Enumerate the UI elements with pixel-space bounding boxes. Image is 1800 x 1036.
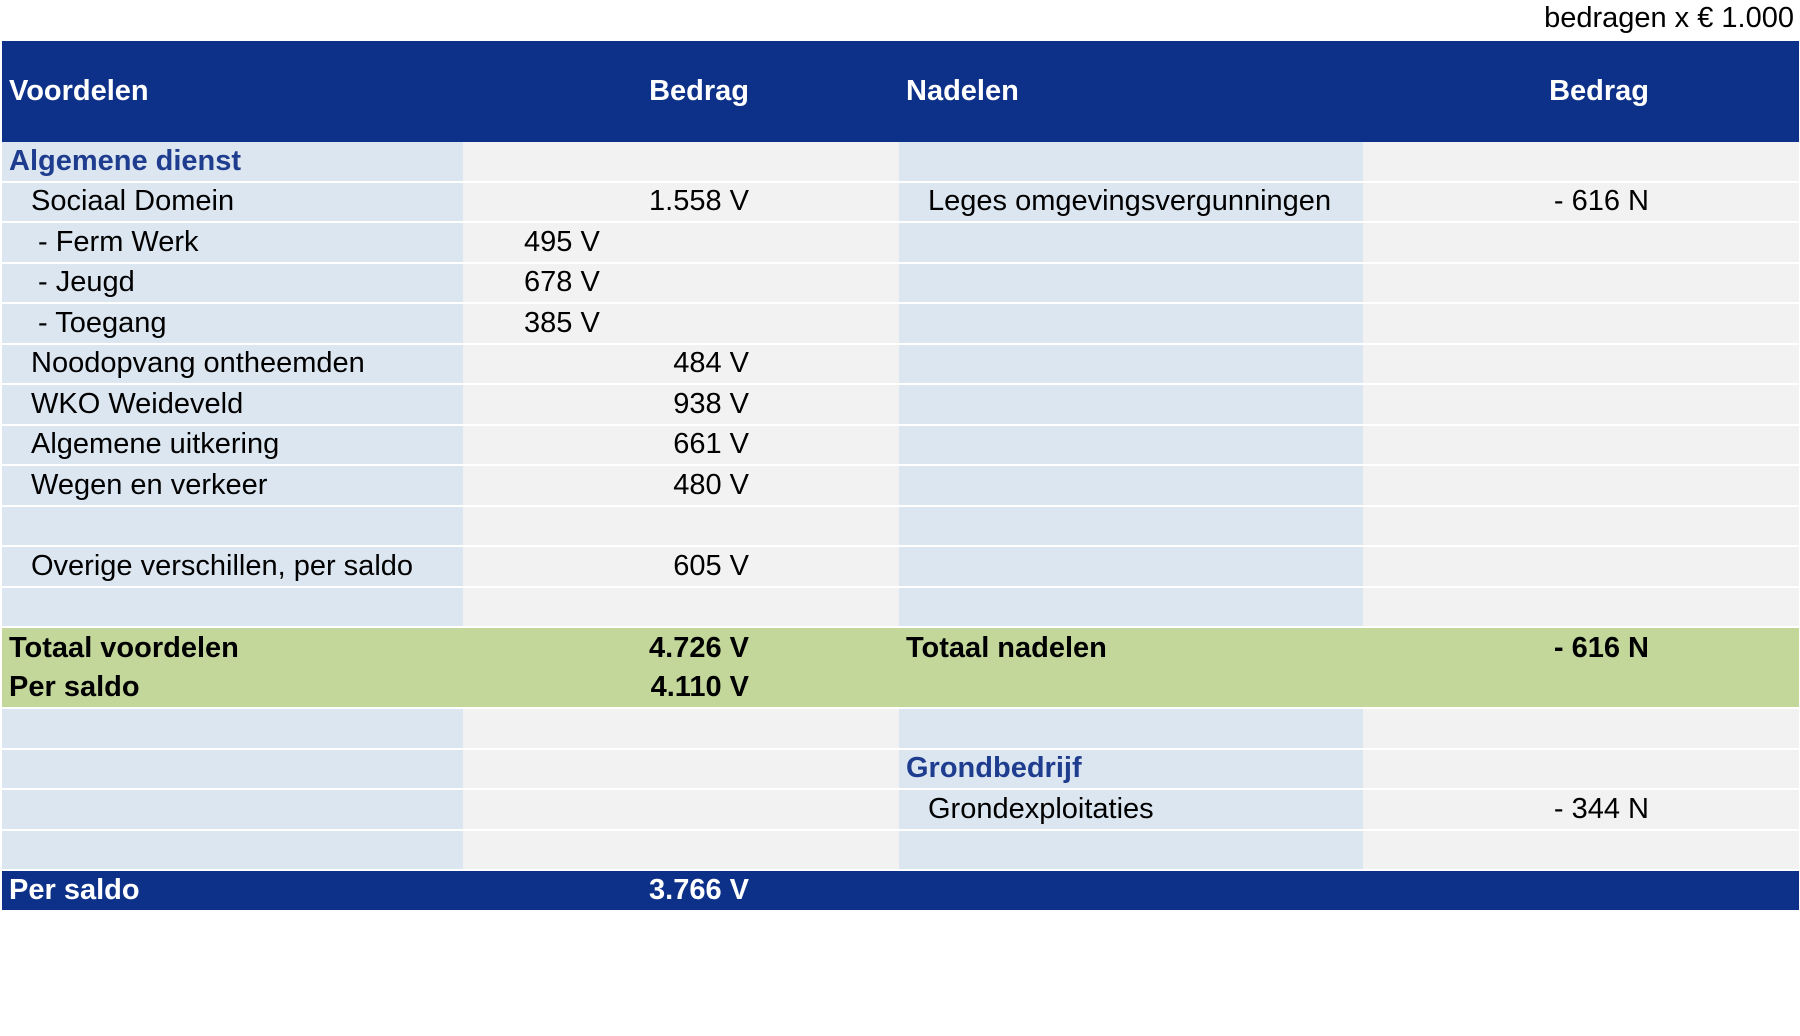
row-subvalue: 495 V xyxy=(463,223,899,262)
empty-cell xyxy=(2,831,463,870)
row-sublabel: - Ferm Werk xyxy=(2,223,463,262)
empty-cell xyxy=(1363,264,1799,303)
empty-cell xyxy=(2,790,463,829)
empty-cell xyxy=(1363,223,1799,262)
empty-cell xyxy=(899,264,1363,303)
results-table xyxy=(2,41,1799,910)
header-bedrag-left: Bedrag xyxy=(649,75,749,107)
section-grondbedrijf: Grondbedrijf xyxy=(899,750,1363,789)
final-saldo-row xyxy=(2,871,1799,910)
table-row xyxy=(2,264,1799,305)
empty-cell xyxy=(899,831,1363,870)
row-sublabel: - Toegang xyxy=(2,304,463,343)
row-label-nadelen: Grondexploitaties xyxy=(899,790,1363,829)
row-subvalue: 678 V xyxy=(463,264,899,303)
empty-cell xyxy=(2,709,463,748)
empty-cell xyxy=(899,223,1363,262)
table-row-empty xyxy=(2,507,1799,548)
per-saldo-value: 4.110 V xyxy=(650,671,749,704)
table-row xyxy=(2,466,1799,507)
per-saldo-label: Per saldo xyxy=(9,671,140,704)
empty-cell xyxy=(463,709,899,748)
totaal-nadelen-value: - 616 N xyxy=(1553,631,1649,664)
per-saldo-row xyxy=(2,669,1799,710)
totaal-voordelen-label: Totaal voordelen xyxy=(9,631,239,664)
empty-cell xyxy=(1363,507,1799,546)
empty-cell xyxy=(1363,142,1799,181)
table-row xyxy=(2,790,1799,831)
table-row xyxy=(2,385,1799,426)
row-subvalue: 385 V xyxy=(463,304,899,343)
empty-cell xyxy=(899,588,1363,627)
table-row xyxy=(2,223,1799,264)
empty-cell xyxy=(899,304,1363,343)
row-label: Noodopvang ontheemden xyxy=(2,345,463,384)
empty-cell xyxy=(1363,831,1799,870)
final-saldo-value: 3.766 V xyxy=(649,874,749,906)
empty-cell xyxy=(899,507,1363,546)
empty-cell xyxy=(1363,871,1799,910)
empty-cell xyxy=(463,750,899,789)
empty-cell xyxy=(899,142,1363,181)
table-row xyxy=(2,304,1799,345)
table-header xyxy=(2,41,1799,142)
table-row xyxy=(2,426,1799,467)
totaal-voordelen-value: 4.726 V xyxy=(649,631,749,664)
table-row xyxy=(2,345,1799,386)
header-nadelen: Nadelen xyxy=(906,75,1019,107)
row-value: 1.558 V xyxy=(463,183,899,222)
table-row-empty xyxy=(2,588,1799,629)
row-label: Wegen en verkeer xyxy=(2,466,463,505)
section-algemene-dienst: Algemene dienst xyxy=(2,142,463,181)
empty-cell xyxy=(899,709,1363,748)
empty-cell xyxy=(1363,669,1799,708)
table-row-empty xyxy=(2,831,1799,872)
row-label: Overige verschillen, per saldo xyxy=(2,547,463,586)
row-value: 938 V xyxy=(463,385,899,424)
row-label: Algemene uitkering xyxy=(2,426,463,465)
empty-cell xyxy=(899,385,1363,424)
table-row xyxy=(2,183,1799,224)
empty-cell xyxy=(463,588,899,627)
empty-cell xyxy=(899,466,1363,505)
table-row xyxy=(2,547,1799,588)
row-value: 480 V xyxy=(463,466,899,505)
empty-cell xyxy=(1363,466,1799,505)
empty-cell xyxy=(1363,385,1799,424)
empty-cell xyxy=(463,507,899,546)
final-saldo-label: Per saldo xyxy=(9,874,140,906)
totals-row xyxy=(2,628,1799,669)
empty-cell xyxy=(2,588,463,627)
row-label: WKO Weideveld xyxy=(2,385,463,424)
row-sublabel: - Jeugd xyxy=(2,264,463,303)
empty-cell xyxy=(1363,547,1799,586)
empty-cell xyxy=(463,142,899,181)
empty-cell xyxy=(2,750,463,789)
row-value-nadelen: - 344 N xyxy=(1363,790,1799,829)
empty-cell xyxy=(899,547,1363,586)
empty-cell xyxy=(2,507,463,546)
row-value: 605 V xyxy=(463,547,899,586)
row-value-nadelen: - 616 N xyxy=(1363,183,1799,222)
row-value: 484 V xyxy=(463,345,899,384)
empty-cell xyxy=(1363,709,1799,748)
empty-cell xyxy=(1363,426,1799,465)
table-row xyxy=(2,142,1799,183)
empty-cell xyxy=(899,345,1363,384)
row-value: 661 V xyxy=(463,426,899,465)
empty-cell xyxy=(463,831,899,870)
row-label-nadelen: Leges omgevingsvergunningen xyxy=(899,183,1363,222)
empty-cell xyxy=(463,790,899,829)
empty-cell xyxy=(1363,750,1799,789)
table-row xyxy=(2,750,1799,791)
row-label: Sociaal Domein xyxy=(2,183,463,222)
empty-cell xyxy=(899,871,1363,910)
header-voordelen: Voordelen xyxy=(9,75,149,107)
unit-note: bedragen x € 1.000 xyxy=(1544,2,1794,34)
totaal-nadelen-label: Totaal nadelen xyxy=(906,631,1107,664)
empty-cell xyxy=(1363,345,1799,384)
empty-cell xyxy=(1363,304,1799,343)
table-row-empty xyxy=(2,709,1799,750)
header-bedrag-right: Bedrag xyxy=(1549,75,1649,107)
empty-cell xyxy=(899,669,1363,708)
empty-cell xyxy=(899,426,1363,465)
empty-cell xyxy=(1363,588,1799,627)
